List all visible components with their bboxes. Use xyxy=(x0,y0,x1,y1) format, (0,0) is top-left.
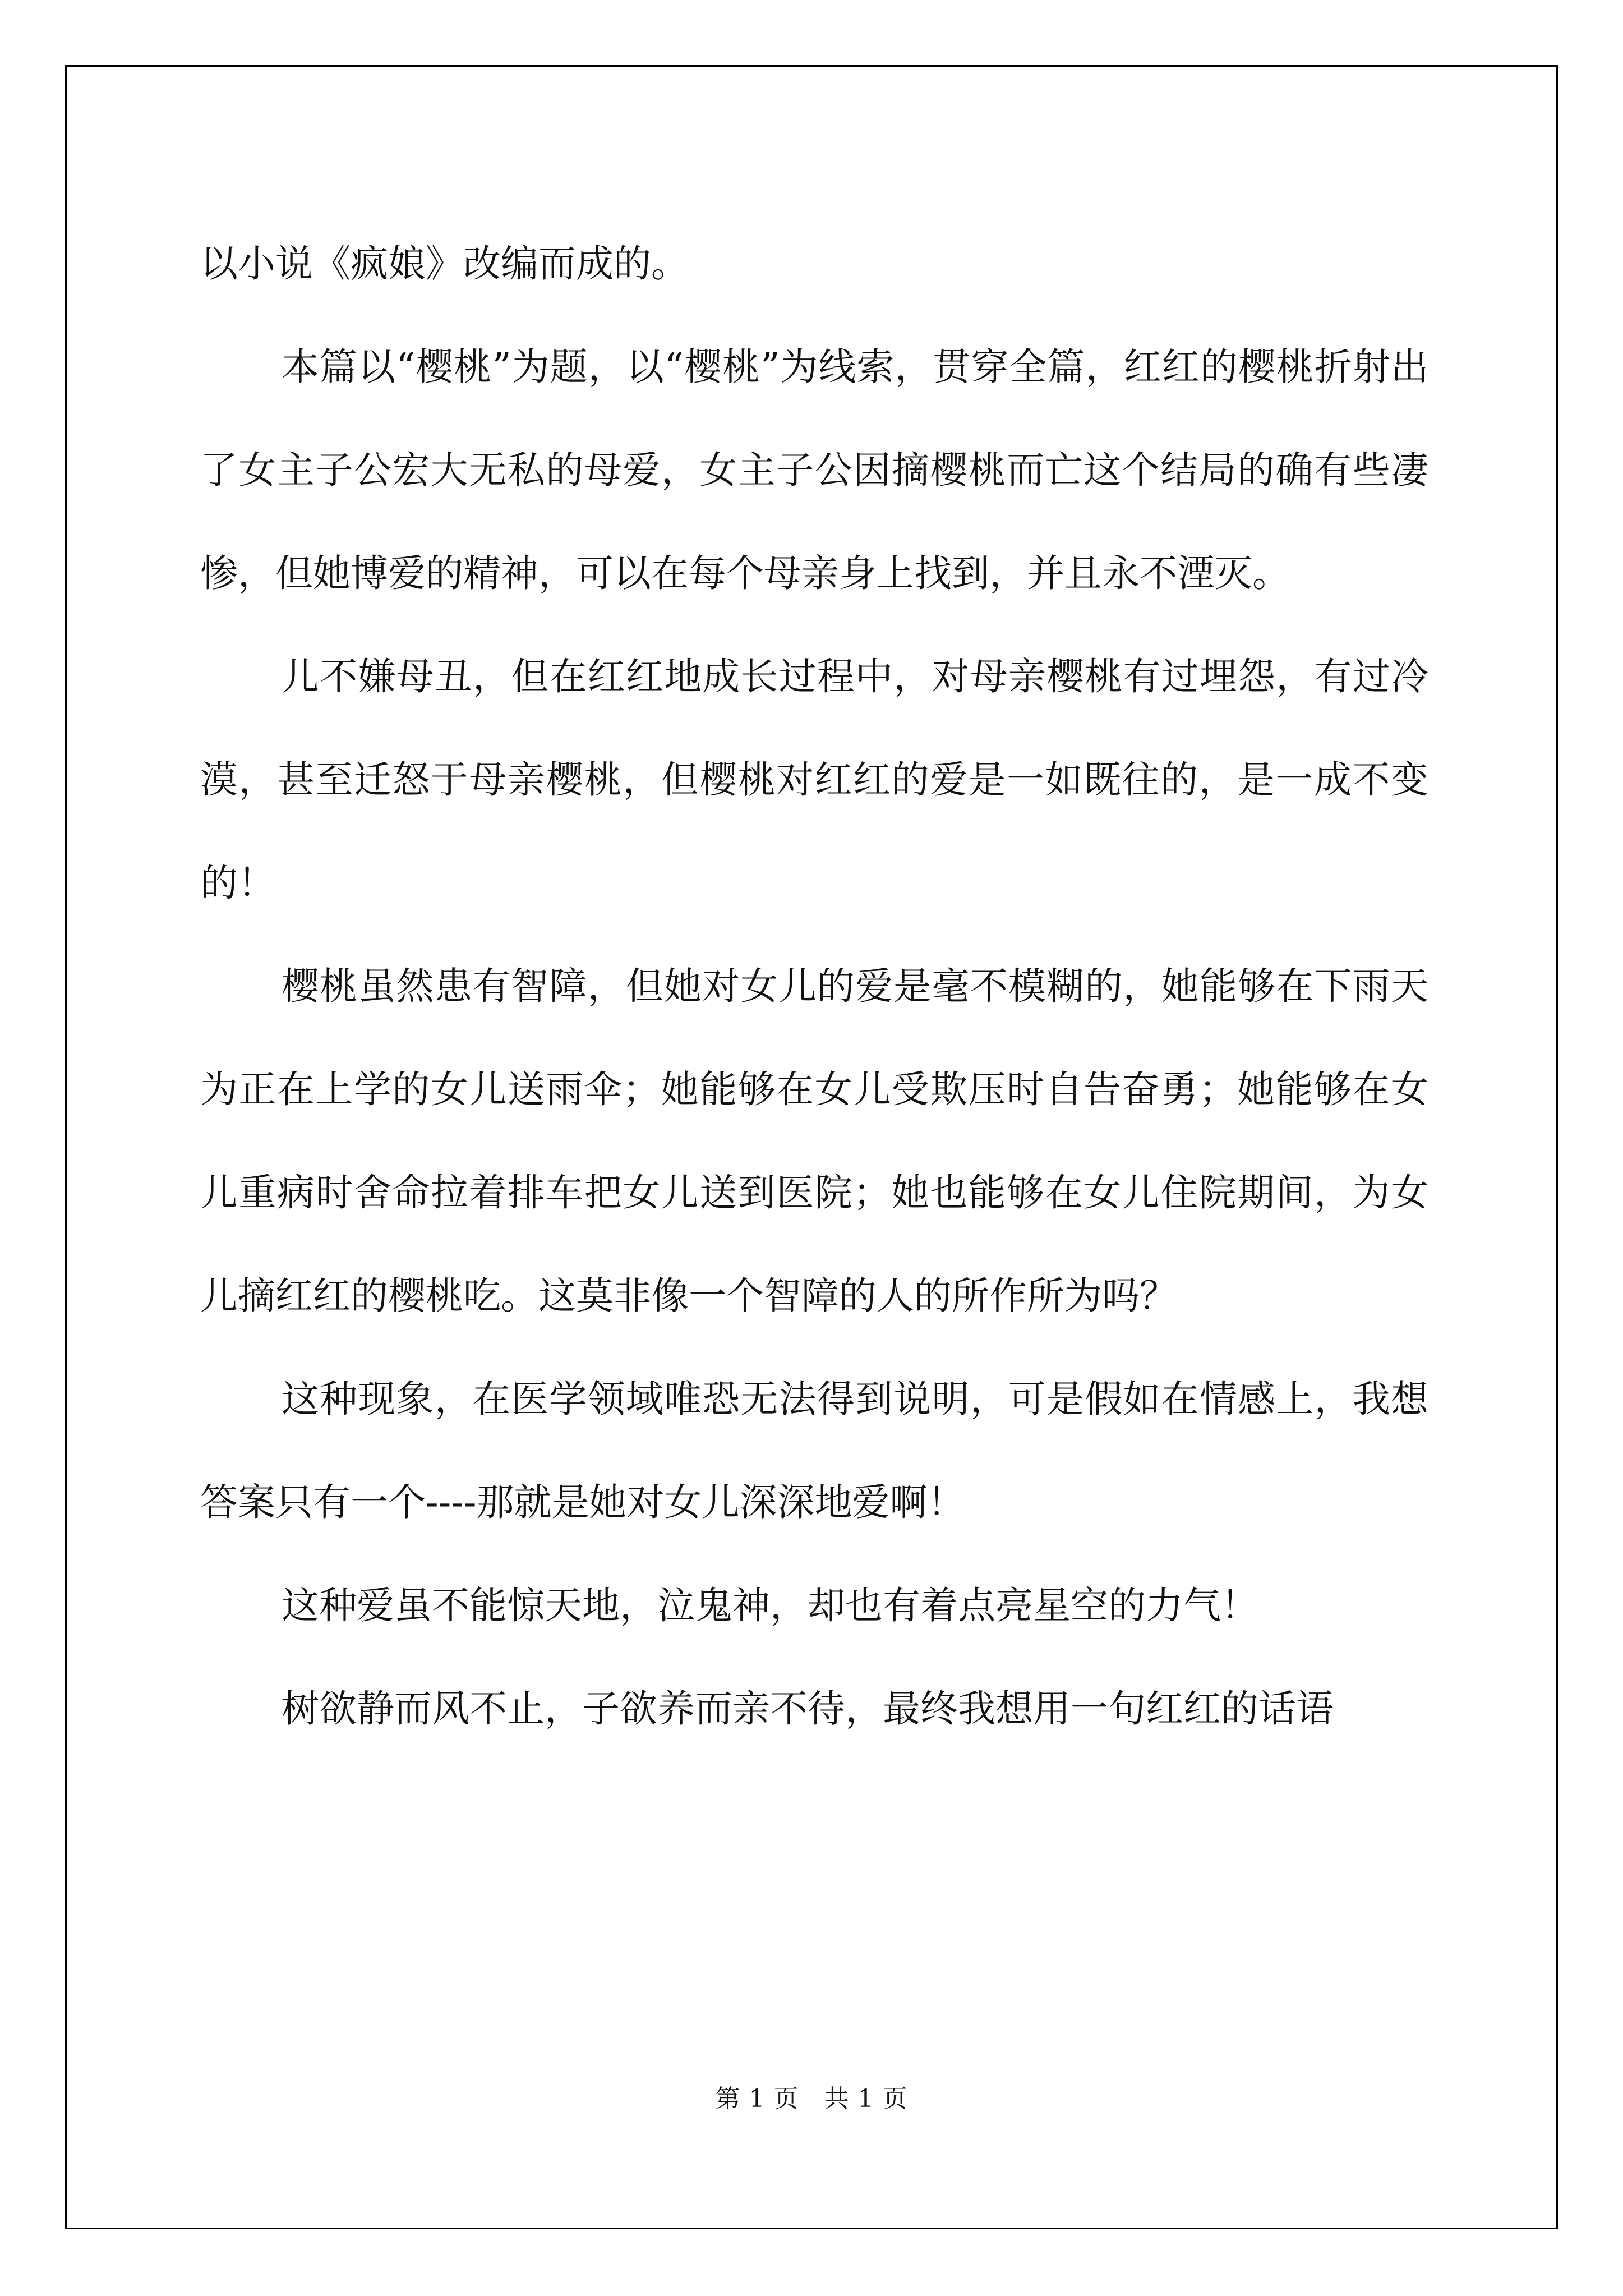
paragraph-7: 树欲静而风不止，子欲养而亲不待，最终我想用一句红红的话语 xyxy=(282,1687,1334,1731)
paragraph-4: 樱桃虽然患有智障，但她对女儿的爱是毫不模糊的，她能够在下雨天为正在上学的女儿送雨伞；她能够在女儿受欺压时自告奋勇；她能够在女儿重病时舍命拉着排车把女儿送到医院；她也能够在女儿住院期间，为女儿摘红红的樱桃吃。这莫非像一个智障的人的所作所为吗？ xyxy=(200,964,1428,1318)
paragraph-6: 这种爱虽不能惊天地，泣鬼神，却也有着点亮星空的力气！ xyxy=(282,1584,1258,1627)
paragraph-5: 这种现象，在医学领域唯恐无法得到说明，可是假如在情感上，我想答案只有一个----那就是她对女儿深深地爱啊！ xyxy=(200,1377,1428,1524)
document-body xyxy=(200,212,1428,1760)
paragraph-3: 儿不嫌母丑，但在红红地成长过程中，对母亲樱桃有过埋怨，有过冷漠，甚至迁怒于母亲樱桃，但樱桃对红红的爱是一如既往的，是一成不变的！ xyxy=(200,655,1428,905)
paragraph-1: 以小说《疯娘》改编而成的。 xyxy=(200,242,689,286)
page-number-footer: 第 1 页 共 1 页 xyxy=(715,2085,908,2113)
paragraph-2: 本篇以“樱桃”为题，以“樱桃”为线索，贯穿全篇，红红的樱桃折射出了女主子公宏大无私的母爱，女主子公因摘樱桃而亡这个结局的确有些凄惨，但她博爱的精神，可以在每个母亲身上找到，并且永不湮灭。 xyxy=(200,345,1428,595)
